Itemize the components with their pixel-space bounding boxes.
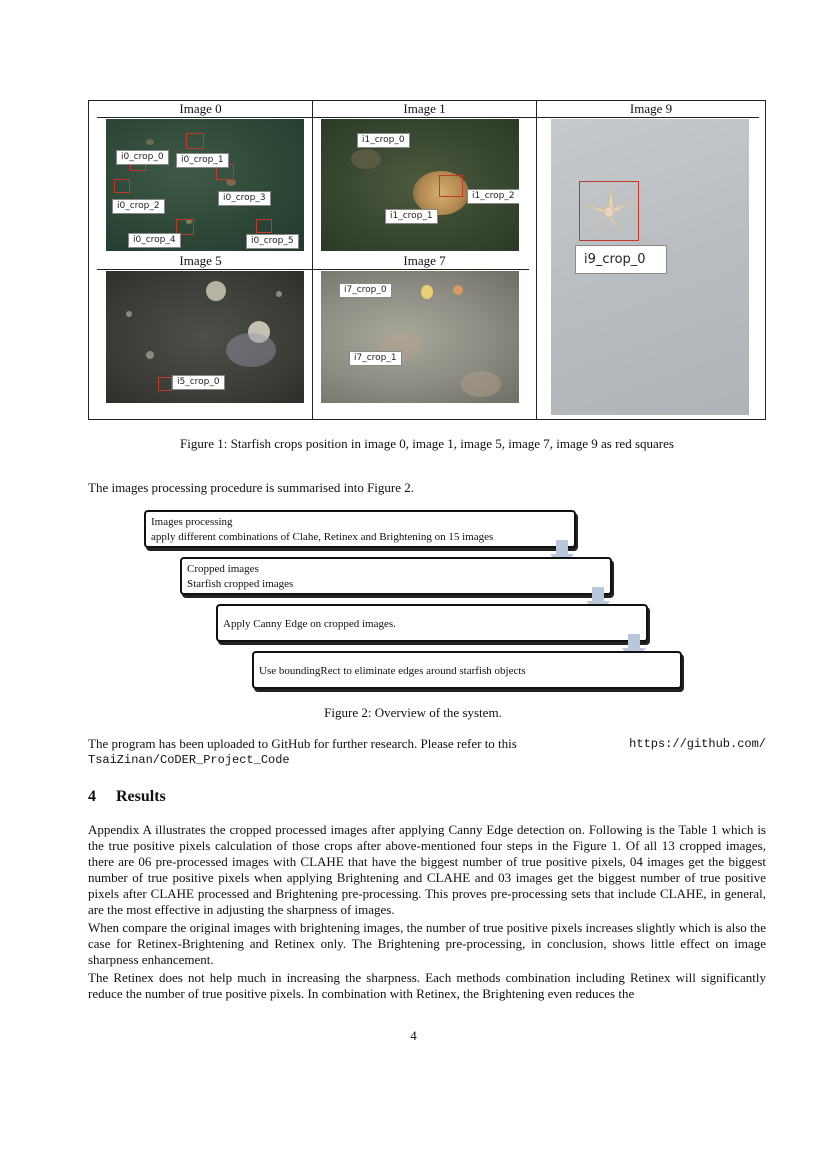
paragraph-3: The Retinex does not help much in increasing the sharpness. Each methods combination including Retinex will significantly reduce the number of true positive pixels. In combination with Retinex, the Brightening even reduces the [88,970,766,1001]
step-box-1 [144,510,576,548]
crop-label: i7_crop_1 [349,351,402,366]
section-heading [88,788,166,806]
crop-label: i0_crop_1 [176,153,229,168]
step-title: Apply Canny Edge on cropped images. [223,618,396,630]
image-0-title: Image 0 [179,101,222,116]
paragraph-2: When compare the original images with brightening images, the number of true positive pixels increases slightly which is also the case for Retinex-Brightening and Retinex only. The Brightening pre-processing, in conclusion, shows little effect on image sharpness enhancement. [88,920,766,967]
step-title: Images processing [151,516,233,528]
crop-label: i9_crop_0 [575,245,667,274]
starfish-icon [581,183,635,237]
image-5-photo [106,271,304,403]
grid-divider [97,117,759,118]
crop-label: i1_crop_1 [385,209,438,224]
step-box-4 [252,651,682,689]
image-1-photo [321,119,519,251]
paragraph-1: Appendix A illustrates the cropped processed images after applying Canny Edge detection on. Following is the Table 1 which is the true positive pixels calculation of those crops after above-mentioned four steps in the Figure 1. Of all 13 cropped images, there are 06 pre-processed images with CLAHE that have the biggest number of true positive pixels, 04 images get the biggest number of true positive pixels when applying Brightening and CLAHE and 03 images get the biggest number of true positive pixels after CLAHE processed and Brightening pre-processing. This proves pre-processing sets that include CLAHE, in general, are the most effective in adjusting the sharpness of images. [88,822,766,917]
image-9-title: Image 9 [629,101,673,116]
step-title: Use boundingRect to eliminate edges around starfish objects [259,665,526,677]
image-5-title: Image 5 [179,253,222,268]
image-9-photo [551,119,749,415]
github-url-link-cont[interactable]: TsaiZinan/CoDER_Project_Code [88,753,290,767]
crop-label: i0_crop_4 [128,233,181,248]
github-text: The program has been uploaded to GitHub for further research. Please refer to this [88,736,517,751]
crop-label: i1_crop_2 [467,189,519,204]
step-desc: apply different combinations of Clahe, Retinex and Brightening on 15 images [151,531,494,543]
grid-divider [536,101,537,419]
crop-label: i0_crop_5 [246,234,299,249]
crop-label: i7_crop_0 [339,283,392,298]
step-box-3 [216,604,648,642]
crop-label: i1_crop_0 [357,133,410,148]
down-arrow-icon [550,540,574,568]
crop-label: i5_crop_0 [172,375,225,390]
github-paragraph [88,736,766,768]
down-arrow-icon [622,634,646,662]
figure-1 [88,100,766,420]
figure-2-caption: Figure 2: Overview of the system. [324,705,502,720]
github-url-link[interactable]: https://github.com/ [629,737,766,751]
step-title: Cropped images [187,563,259,575]
crop-label: i0_crop_3 [218,191,271,206]
step-desc: Starfish cropped images [187,578,294,590]
page-number: 4 [410,1028,417,1043]
intro-text: The images processing procedure is summarised into Figure 2. [88,480,415,495]
image-1-title: Image 1 [403,101,446,116]
down-arrow-icon [586,587,610,615]
section-title: Results [116,788,166,805]
image-0-photo [106,119,304,251]
image-7-title: Image 7 [403,253,446,268]
image-7-photo [321,271,519,403]
crop-label: i0_crop_2 [112,199,165,214]
section-number: 4 [88,788,96,805]
step-box-2 [180,557,612,595]
figure-1-caption: Figure 1: Starfish crops position in image 0, image 1, image 5, image 7, image 9 as red squares [180,436,674,451]
crop-label: i0_crop_0 [116,150,169,165]
grid-divider [97,269,529,270]
